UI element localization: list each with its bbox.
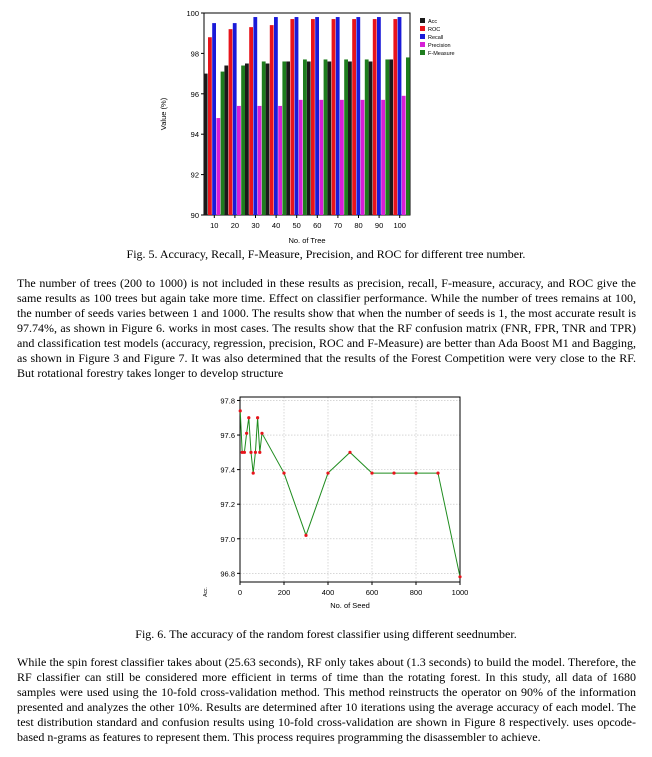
bar-acc-60 (307, 61, 311, 215)
data-point-seed-300 (304, 534, 307, 537)
bar-precision-40 (278, 106, 282, 215)
bar-f-measure-70 (344, 59, 348, 215)
bar-acc-20 (224, 66, 228, 215)
bar-f-measure-10 (221, 72, 225, 215)
figure6-line-chart (195, 392, 469, 622)
x-axis-label: No. of Seed (330, 601, 370, 610)
x-tick-label: 200 (277, 588, 291, 597)
y-tick-label: 97.6 (220, 431, 235, 441)
bar-precision-50 (299, 100, 303, 215)
bar-acc-40 (266, 64, 270, 216)
legend-label-precision: Precision (428, 43, 451, 49)
bar-roc-50 (290, 19, 294, 215)
y-tick-label: 97.8 (220, 396, 235, 406)
bar-recall-60 (315, 17, 319, 215)
data-point-seed-30 (245, 432, 248, 435)
bar-precision-70 (340, 100, 344, 215)
y-tick-label: 97.2 (220, 500, 235, 510)
figure5-bar-chart (150, 0, 460, 248)
x-tick-label: 20 (230, 221, 240, 230)
legend-label-roc: ROC (428, 27, 441, 33)
x-tick-label: 70 (333, 221, 343, 230)
legend-label-f-measure: F-Measure (428, 51, 455, 57)
y-tick-label: 97.0 (220, 534, 235, 544)
figure5-svg (150, 0, 460, 248)
y-axis-label: Value (%) (159, 97, 168, 131)
data-point-seed-40 (247, 416, 250, 419)
accuracy-series-line (240, 411, 460, 577)
bar-roc-100 (393, 19, 397, 215)
y-tick-label: 97.4 (220, 465, 235, 475)
bar-f-measure-80 (365, 59, 369, 215)
data-point-seed-20 (243, 451, 246, 454)
bar-roc-20 (229, 29, 233, 215)
bar-recall-90 (377, 17, 381, 215)
figure5-caption: Fig. 5. Accuracy, Recall, F-Measure, Precision, and ROC for different tree number. (126, 247, 526, 261)
x-tick-label: 90 (374, 221, 384, 230)
legend-swatch-acc (420, 18, 425, 23)
bar-f-measure-20 (241, 66, 245, 215)
data-point-seed-900 (436, 471, 439, 474)
x-tick-label: 400 (321, 588, 335, 597)
data-point-seed-800 (414, 471, 417, 474)
figure6-svg (195, 392, 469, 622)
x-tick-label: 30 (251, 221, 260, 230)
x-tick-label: 40 (271, 221, 281, 230)
data-point-seed-80 (256, 416, 259, 419)
legend-swatch-f-measure (420, 50, 425, 55)
bar-recall-40 (274, 17, 278, 215)
bar-acc-30 (245, 64, 249, 216)
bar-recall-10 (212, 23, 216, 215)
y-tick-label: 100 (186, 9, 199, 18)
bar-precision-80 (361, 100, 365, 215)
data-point-seed-1 (239, 409, 242, 412)
y-axis-label: Acc. (203, 587, 209, 597)
data-point-seed-100 (260, 432, 263, 435)
legend-label-recall: Recall (428, 35, 444, 41)
data-point-seed-90 (258, 451, 261, 454)
x-tick-label: 1000 (451, 588, 469, 597)
bar-acc-10 (204, 74, 208, 215)
figure6-caption: Fig. 6. The accuracy of the random forest classifier using different seednumber. (135, 627, 517, 641)
data-point-seed-600 (370, 471, 373, 474)
x-tick-label: 100 (393, 221, 406, 230)
bar-f-measure-50 (303, 59, 307, 215)
bar-acc-100 (389, 59, 393, 215)
bar-roc-70 (332, 19, 336, 215)
legend-swatch-roc (420, 26, 425, 31)
bar-acc-70 (327, 61, 331, 215)
bar-acc-90 (369, 61, 373, 215)
plot-frame (240, 397, 460, 582)
bar-precision-60 (319, 100, 323, 215)
bar-f-measure-30 (262, 61, 266, 215)
data-point-seed-400 (326, 471, 329, 474)
bar-acc-80 (348, 61, 352, 215)
y-tick-label: 94 (190, 130, 199, 140)
x-tick-label: 60 (313, 221, 322, 230)
bar-acc-50 (286, 61, 290, 215)
y-tick-label: 96 (190, 89, 199, 99)
bar-roc-10 (208, 37, 212, 215)
bar-roc-80 (352, 19, 356, 215)
x-tick-label: 10 (210, 221, 219, 230)
bar-recall-70 (336, 17, 340, 215)
data-point-seed-50 (249, 451, 252, 454)
y-tick-label: 98 (190, 49, 199, 59)
bar-recall-80 (356, 17, 360, 215)
y-tick-label: 96.8 (220, 569, 235, 579)
bar-f-measure-90 (385, 59, 389, 215)
bar-roc-30 (249, 27, 253, 215)
data-point-seed-700 (392, 471, 395, 474)
bar-roc-60 (311, 19, 315, 215)
data-point-seed-500 (348, 451, 351, 454)
x-tick-label: 80 (354, 221, 363, 230)
legend-swatch-recall (420, 34, 425, 39)
body-paragraph-2: While the spin forest classifier takes about (25.63 seconds), RF only takes about (1.3 seconds) to build the model. Therefore, the RF classifier can still be considered more efficient in terms of time than the rotating forest. In this study, all data of 1680 samples were used using the 10-fold cross-validation method. This method reinstructs the operator on 90% of the information presented and analyzes the other 10%. Results are determined after 10 iterations using the average accuracy of each model. The test distribution standard and confusion results using 10-fold cross-validation are shown in Figure 8 respectively. uses opcode-based n-grams as features to represent them. This process requires programming the disassembler to achieve. (17, 655, 636, 744)
bar-recall-100 (398, 17, 402, 215)
bar-precision-100 (402, 96, 406, 215)
x-axis-label: No. of Tree (288, 236, 326, 245)
bar-recall-50 (295, 17, 299, 215)
bar-recall-20 (233, 23, 237, 215)
x-tick-label: 600 (365, 588, 379, 597)
body-paragraph-1: The number of trees (200 to 1000) is not included in these results as precision, recall, F-measure, accuracy, and ROC give the same results as 100 trees but again take more time. Effect on classifier performance. While the number of trees remains at 100, the number of seeds varies between 1 and 1000. The results show that when the number of seeds is 1, the most accurate result is 97.74%, as shown in Figure 6. works in most cases. The results show that the RF confusion matrix (FNR, FPR, TNR and TPR) and classification test models (accuracy, regression, precision, ROC and F-Measure) are better than Ada Boost M1 and Bagging, as shown in Figure 3 and Figure 7. It was also determined that the results of the Forest Competition were very close to the RF. But rotational forestry takes longer to develop structure (17, 276, 636, 380)
legend-swatch-precision (420, 42, 425, 47)
bar-f-measure-60 (324, 59, 328, 215)
data-point-seed-200 (282, 471, 285, 474)
x-tick-label: 0 (237, 588, 243, 597)
bar-precision-10 (216, 118, 220, 215)
y-tick-label: 90 (190, 211, 199, 220)
data-point-seed-70 (254, 451, 257, 454)
x-tick-label: 50 (292, 221, 301, 230)
bar-precision-90 (381, 100, 385, 215)
bar-roc-40 (270, 25, 274, 215)
bar-precision-30 (258, 106, 262, 215)
bar-f-measure-40 (282, 61, 286, 215)
bar-f-measure-100 (406, 57, 410, 215)
legend-label-acc: Acc (428, 19, 438, 25)
bar-precision-20 (237, 106, 241, 215)
x-tick-label: 800 (409, 588, 423, 597)
y-tick-label: 92 (190, 170, 199, 180)
bar-recall-30 (253, 17, 257, 215)
data-point-seed-60 (252, 471, 255, 474)
data-point-seed-1000 (458, 575, 461, 578)
bar-roc-90 (373, 19, 377, 215)
